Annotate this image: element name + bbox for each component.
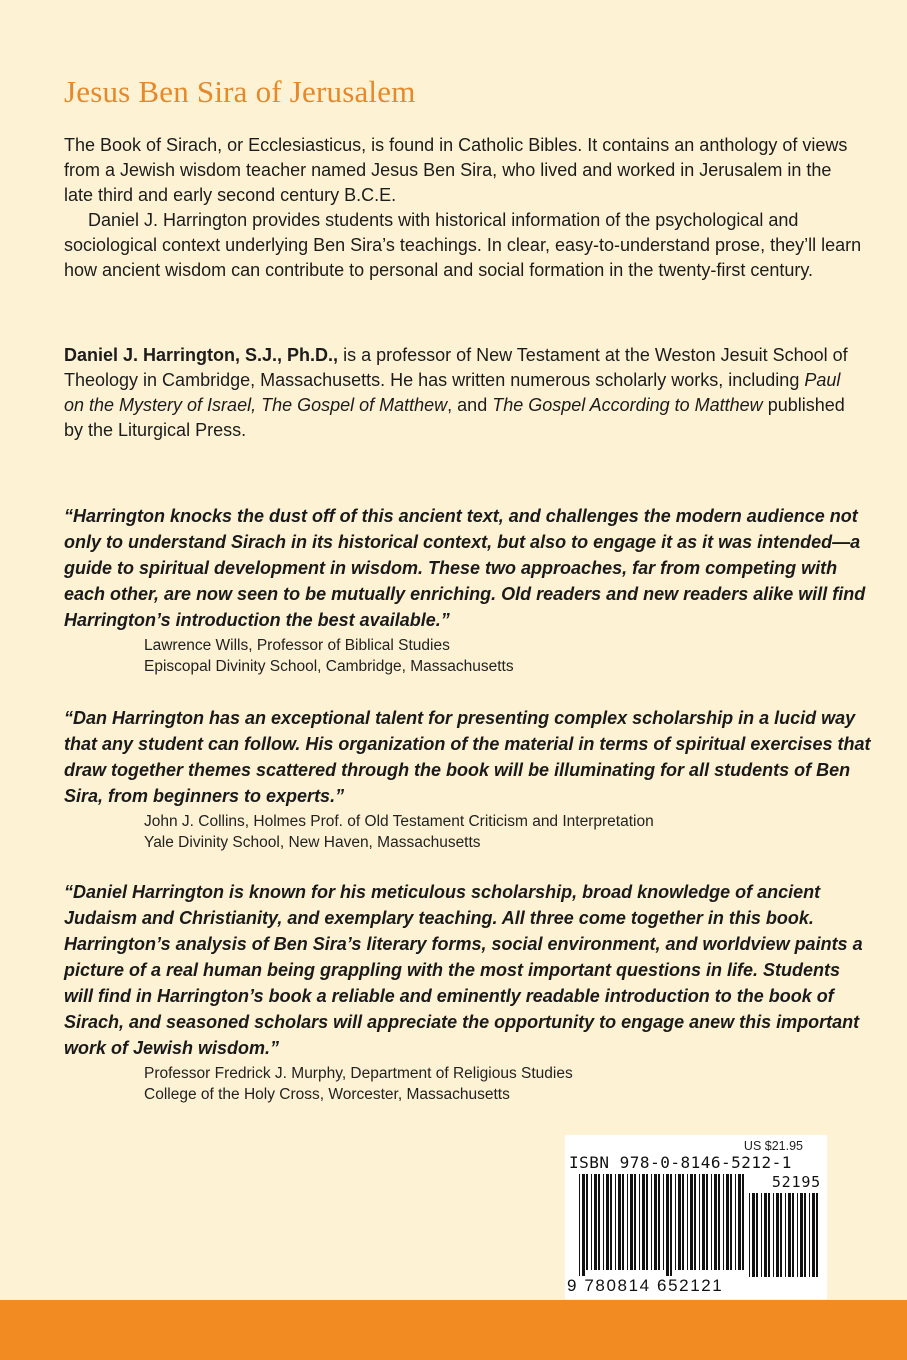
- barcode-bar: [658, 1174, 660, 1270]
- endorsement-attribution: [144, 1063, 874, 1105]
- endorsement-quote: “Harrington knocks the dust off of this ancient text, and challenges the modern audience not only to understand Sirach in its historical context, but also to engage it as it was intended—a guide to spiritual development in wisdom. These two approaches, far from competing with each other, are now seen to be mutually enriching. Old readers and new readers alike will find Harrington’s introduction the best available.”: [64, 506, 866, 630]
- barcode-bar: [768, 1193, 770, 1277]
- barcode-bar: [756, 1193, 758, 1277]
- supplement-code: 52195: [771, 1173, 821, 1191]
- barcode-bar: [800, 1193, 803, 1277]
- book-title: Jesus Ben Sira of Jerusalem: [64, 74, 416, 109]
- barcode-bar: [738, 1174, 741, 1270]
- barcode-bar: [702, 1174, 705, 1270]
- barcode-bar: [603, 1174, 604, 1270]
- barcode-bar: [687, 1174, 688, 1270]
- barcode-bar: [618, 1174, 621, 1270]
- author-bio-text-1: is a professor of New Testament at the Weston Jesuit School of Theology in Cambridge, Massachusetts. He has written numerous scholarly works, including: [64, 345, 848, 390]
- barcode-bar: [651, 1174, 652, 1270]
- barcode-bar: [699, 1174, 700, 1270]
- barcode-bar: [663, 1174, 664, 1270]
- isbn-label: ISBN 978-0-8146-5212-1: [569, 1153, 792, 1172]
- barcode-bar: [812, 1193, 815, 1277]
- barcode-bar: [670, 1174, 672, 1276]
- barcode-bar: [792, 1193, 794, 1277]
- barcode-bar: [666, 1174, 669, 1276]
- barcode-bar: [730, 1174, 732, 1270]
- barcode-bar: [690, 1174, 693, 1270]
- barcode-bar: [639, 1174, 640, 1270]
- barcode-bar: [742, 1174, 744, 1270]
- barcode-bar: [594, 1174, 597, 1270]
- supplement-barcode: [749, 1193, 821, 1277]
- barcode-bar: [642, 1174, 645, 1270]
- endorser-affiliation: College of the Holy Cross, Worcester, Massachusetts: [144, 1086, 510, 1103]
- author-bio-text-2: , and: [447, 395, 493, 415]
- ean-digits: 9 780814 652121: [567, 1276, 724, 1295]
- barcode-bar: [816, 1193, 818, 1277]
- barcode-bar: [714, 1174, 717, 1270]
- barcode-bar: [630, 1174, 633, 1270]
- barcode-bar: [694, 1174, 696, 1270]
- description-paragraph-1: The Book of Sirach, or Ecclesiasticus, is found in Catholic Bibles. It contains an anthology of views from a Jewish wisdom teacher named Jesus Ben Sira, who lived and worked in Jerusalem in the late third and early second century B.C.E.: [64, 135, 848, 205]
- barcode-bar: [764, 1193, 767, 1277]
- endorser-affiliation: Yale Divinity School, New Haven, Massachusetts: [144, 834, 481, 851]
- barcode-bar: [606, 1174, 609, 1270]
- endorsement-1: [64, 503, 874, 677]
- barcode-bar: [591, 1174, 592, 1270]
- barcode-bar: [726, 1174, 729, 1270]
- endorsement-quote: “Dan Harrington has an exceptional talent for presenting complex scholarship in a lucid way that any student can follow. His organization of the material in terms of spiritual exercises that draw together themes scattered through the book will be illuminating for all students of Ben Sira, from beginners to experts.”: [64, 708, 871, 806]
- barcode-bar: [610, 1174, 612, 1270]
- author-name: Daniel J. Harrington, S.J., Ph.D.,: [64, 345, 339, 365]
- barcode-bar: [654, 1174, 657, 1270]
- author-bio: [64, 343, 864, 443]
- barcode-bar: [579, 1174, 580, 1276]
- endorsement-2: [64, 705, 874, 853]
- barcode-bar: [785, 1193, 786, 1277]
- description-paragraph-2: Daniel J. Harrington provides students with historical information of the psychological and sociological context underlying Ben Sira’s teachings. In clear, easy-to-understand prose, they’ll learn how ancient wisdom can contribute to personal and social formation in the twenty-first century.: [64, 210, 862, 280]
- barcode-bar: [682, 1174, 684, 1270]
- barcode-bar: [752, 1193, 755, 1277]
- endorsement-quote: “Daniel Harrington is known for his meticulous scholarship, broad knowledge of ancient Judaism and Christianity, and exemplary teaching. All three come together in this book. Harrington’s analysis of Ben Sira’s literary forms, social environment, and worldview paints a picture of a real human being grappling with the most important questions in life. Students will find in Harrington’s book a reliable and eminently readable introduction to the book of Sirach, and seasoned scholars will appreciate the opportunity to engage anew this important work of Jewish wisdom.”: [64, 882, 863, 1058]
- barcode-bar: [615, 1174, 616, 1270]
- endorser-name: Professor Fredrick J. Murphy, Department of Religious Studies: [144, 1065, 573, 1082]
- price-label: US $21.95: [743, 1139, 803, 1153]
- author-work-1: Paul on the Mystery of Israel, The Gospel of Matthew: [64, 370, 841, 415]
- endorsement-attribution: [144, 811, 874, 853]
- barcode-bar: [735, 1174, 736, 1270]
- barcode-bar: [723, 1174, 724, 1270]
- barcode-bar: [773, 1193, 774, 1277]
- endorser-name: John J. Collins, Holmes Prof. of Old Testament Criticism and Interpretation: [144, 813, 654, 830]
- barcode-bar: [804, 1193, 806, 1277]
- endorser-affiliation: Episcopal Divinity School, Cambridge, Massachusetts: [144, 658, 514, 675]
- barcode-bar: [788, 1193, 791, 1277]
- ean-barcode: [579, 1174, 745, 1278]
- endorser-name: Lawrence Wills, Professor of Biblical Studies: [144, 637, 450, 654]
- barcode-bar: [780, 1193, 782, 1277]
- endorsement-attribution: [144, 635, 874, 677]
- barcode-bar: [627, 1174, 628, 1270]
- barcode-bar: [622, 1174, 624, 1270]
- barcode-bar: [646, 1174, 648, 1270]
- barcode-box: [565, 1135, 827, 1299]
- endorsement-3: [64, 879, 874, 1105]
- author-bio-paragraph: [64, 343, 864, 443]
- barcode-bar: [634, 1174, 636, 1270]
- barcode-bar: [749, 1193, 750, 1277]
- barcode-bar: [675, 1174, 676, 1270]
- barcode-bar: [761, 1193, 762, 1277]
- author-bio-text-3: published by the Liturgical Press.: [64, 395, 845, 440]
- barcode-bar: [776, 1193, 779, 1277]
- barcode-bar: [678, 1174, 681, 1270]
- barcode-bar: [809, 1193, 810, 1277]
- book-description: [64, 133, 864, 283]
- barcode-bar: [582, 1174, 585, 1276]
- footer-band: [0, 1300, 907, 1360]
- barcode-bar: [797, 1193, 798, 1277]
- barcode-bar: [711, 1174, 712, 1270]
- barcode-bar: [598, 1174, 600, 1270]
- barcode-bar: [586, 1174, 588, 1270]
- barcode-bar: [706, 1174, 708, 1270]
- barcode-bar: [718, 1174, 720, 1270]
- author-work-2: The Gospel According to Matthew: [492, 395, 763, 415]
